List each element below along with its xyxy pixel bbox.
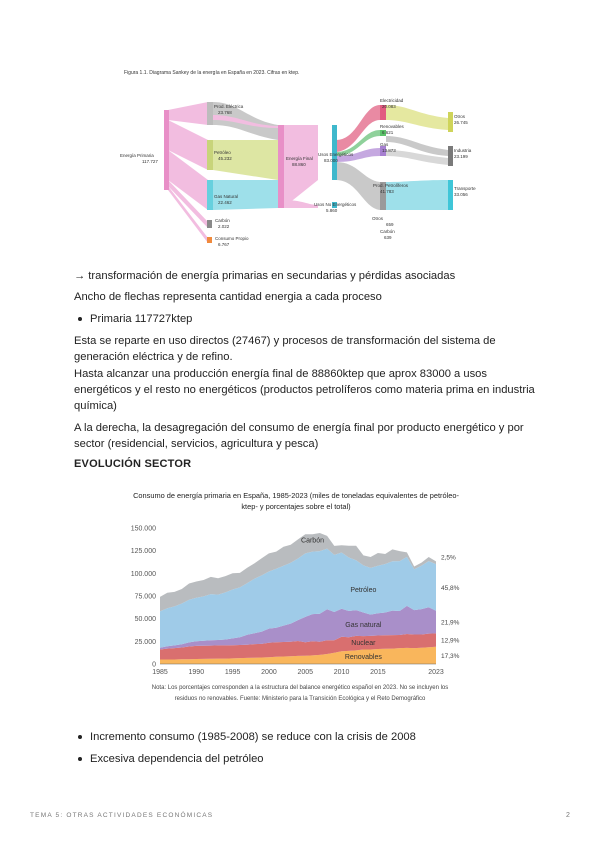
sankey-value: 639 xyxy=(384,235,392,240)
bullet-text: Incremento consumo (1985-2008) se reduce con la crisis de 2008 xyxy=(90,731,416,743)
sankey-value: 23.768 xyxy=(218,110,232,115)
sankey-value: 13.873 xyxy=(382,148,396,153)
text-line-ancho-flechas: Ancho de flechas representa cantidad energia a cada proceso xyxy=(74,291,382,303)
paragraph-energia-final: Hasta alcanzar una producción energía final de 88860ktep que aprox 83000 a usos energéticos y el resto no energéticos (productos petrolíferos como materia prima en industria química) xyxy=(74,368,535,412)
sankey-value: 88.860 xyxy=(292,162,306,167)
sankey-node-transporte xyxy=(448,180,453,210)
x-tick-label: 2023 xyxy=(428,669,444,676)
x-tick-label: 2015 xyxy=(370,669,386,676)
series-label: Petróleo xyxy=(350,587,377,595)
y-tick-label: 25.000 xyxy=(134,638,156,646)
sankey-label: Gas Natural xyxy=(214,194,239,199)
sankey-node-consumo-propio xyxy=(207,237,212,243)
sankey-node-gas-natural xyxy=(207,180,213,210)
sankey-label-primaria: Energía Primaria xyxy=(120,153,154,158)
sankey-label: Consumo Propio xyxy=(215,236,249,241)
sankey-node-primaria xyxy=(164,110,169,190)
sankey-value: 41.783 xyxy=(380,189,394,194)
bullet-dot xyxy=(78,735,82,739)
sankey-value: 83.000 xyxy=(324,158,338,163)
x-tick-label: 2000 xyxy=(261,669,277,676)
series-percent: 2,5% xyxy=(441,554,456,562)
series-label: Nuclear xyxy=(351,639,376,647)
sankey-label: Energía Final xyxy=(286,156,313,161)
bullet-item xyxy=(90,751,530,767)
sankey-caption: Figura 1.1. Diagrama Sankey de la energía en España en 2023. Cifras en ktep. xyxy=(124,70,300,76)
sankey-label: Usos No Energéticos xyxy=(314,202,357,207)
x-tick-label: 1990 xyxy=(188,669,205,676)
y-tick-label: 75.000 xyxy=(134,593,156,601)
sankey-label: Petróleo xyxy=(214,150,231,155)
series-label: Renovables xyxy=(344,654,382,662)
sankey-label: Otros xyxy=(454,114,466,119)
bullet-item xyxy=(90,729,530,745)
bullet-text: Primaria 117727ktep xyxy=(90,313,193,325)
paragraph-desagregacion: A la derecha, la desagregación del consumo de energía final por producto energético y por sector (residencial, servicios, agricultura y pesca) xyxy=(74,422,524,450)
sankey-node-industria xyxy=(448,146,453,166)
series-label: Gas natural xyxy=(345,621,382,629)
x-tick-label: 2010 xyxy=(333,669,350,676)
sankey-value: 33.056 xyxy=(454,192,468,197)
sankey-node-carbon xyxy=(207,220,212,228)
sankey-node-energia-final xyxy=(278,125,284,208)
series-label: Carbón xyxy=(301,537,325,545)
y-tick-label: 0 xyxy=(152,661,156,669)
sankey-node-petroleo xyxy=(207,140,213,170)
series-percent: 17,3% xyxy=(441,652,460,660)
sankey-value-primaria: 117.727 xyxy=(142,159,158,164)
series-percent: 21,9% xyxy=(441,619,460,627)
x-tick-label: 1985 xyxy=(152,669,168,676)
bullet-dot xyxy=(78,757,82,761)
sankey-value: 26.745 xyxy=(454,120,468,125)
sankey-node-prod-electrica xyxy=(207,102,213,125)
series-percent: 12,9% xyxy=(441,637,460,645)
series-percent: 45,8% xyxy=(441,584,460,592)
sankey-label: Gas xyxy=(380,142,389,147)
bullet-dot xyxy=(78,317,82,321)
chart-caption: Nota: Los porcentajes corresponden a la estructura del balance energético español en 2023. No se incluyen los residuos no renovables. Fuente: Ministerio para la Transición Ecológica y el Reto Demográfico xyxy=(151,685,449,702)
sankey-label: Prod. Eléctrica xyxy=(214,104,244,109)
section-heading: EVOLUCIÓN SECTOR xyxy=(74,458,192,470)
bullet-text: Excesiva dependencia del petróleo xyxy=(90,753,264,765)
sankey-value: 5.860 xyxy=(326,208,338,213)
sankey-label: Otros xyxy=(372,216,384,221)
x-tick-label: 2005 xyxy=(297,669,314,676)
sankey-label: Prod. Petrolíferos xyxy=(373,183,409,188)
sankey-label: Carbón xyxy=(380,229,395,234)
paragraph-reparto: Esta se reparte en uso directos (27467) y procesos de transformación del sistema de generación eléctrica y de refino. xyxy=(74,335,496,363)
sankey-value: 45.232 xyxy=(218,156,232,161)
sankey-label: Usos Energéticos xyxy=(318,152,354,157)
sankey-flow xyxy=(168,102,208,125)
sankey-value: 6.621 xyxy=(382,130,394,135)
footer-title: TEMA 5: OTRAS ACTIVIDADES ECONÓMICAS xyxy=(30,812,214,819)
page-number: 2 xyxy=(566,812,570,819)
y-tick-label: 100.000 xyxy=(130,570,156,578)
sankey-label: Electricidad xyxy=(380,98,404,103)
chart-title: Consumo de energía primaria en España, 1985-2023 (miles de toneladas equivalentes de petróleo- ktep- y porcentajes sobre el total) xyxy=(133,491,459,511)
sankey-label: Carbón xyxy=(215,218,230,223)
bullet-item xyxy=(90,311,530,327)
area-chart xyxy=(118,520,478,680)
x-tick-label: 1995 xyxy=(224,669,241,676)
text-line-transformacion: → transformación de energía primarias en secundarias y pérdidas asociadas xyxy=(74,270,456,282)
sankey-diagram xyxy=(118,80,488,250)
sankey-node-otros-sector xyxy=(448,112,453,132)
sankey-value: 6.767 xyxy=(218,242,230,247)
sankey-label: Industria xyxy=(454,148,472,153)
y-tick-label: 150.000 xyxy=(130,525,156,533)
sankey-value: 20.083 xyxy=(382,104,396,109)
sankey-value: 2.022 xyxy=(218,224,230,229)
sankey-flow xyxy=(283,200,318,208)
sankey-value: 22.462 xyxy=(218,200,232,205)
sankey-value: 659 xyxy=(386,222,394,227)
sankey-label: Renovables xyxy=(380,124,404,129)
sankey-label: Transporte xyxy=(454,186,476,191)
y-tick-label: 50.000 xyxy=(134,616,156,624)
sankey-value: 23.199 xyxy=(454,154,468,159)
y-tick-label: 125.000 xyxy=(130,548,156,556)
